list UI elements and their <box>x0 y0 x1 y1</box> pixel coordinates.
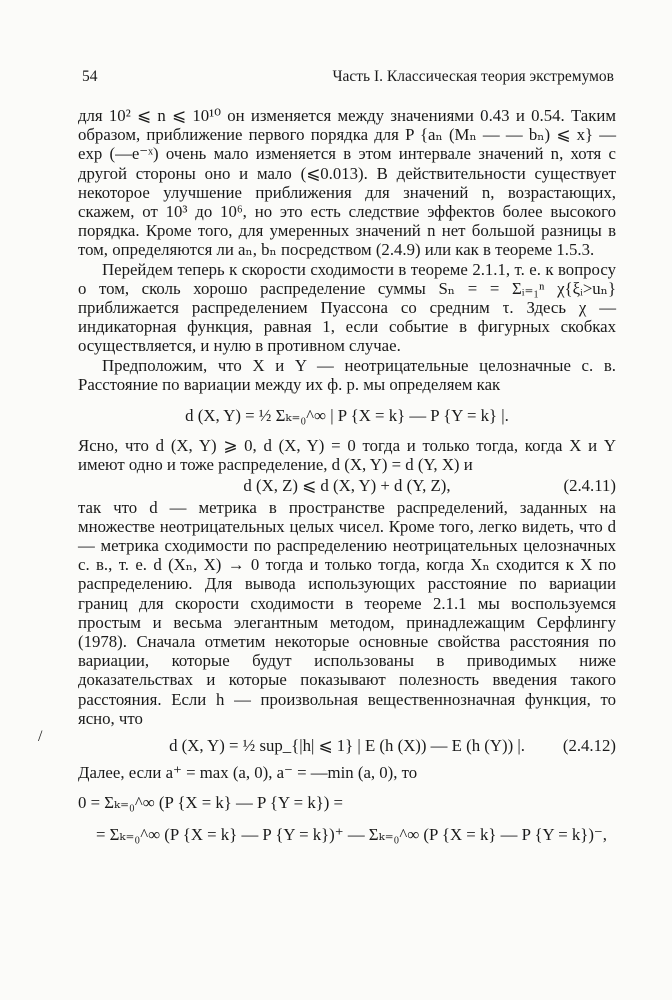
page-number: 54 <box>82 68 98 85</box>
equation-triangle-body: d (X, Z) ⩽ d (X, Y) + d (Y, Z), <box>243 476 451 496</box>
paragraph-1: для 10² ⩽ n ⩽ 10¹⁰ он изменяется между значениями 0.43 и 0.54. Таким образом, приближение первого порядка для P {aₙ (Mₙ — — bₙ) ⩽ x} — exp (—e⁻ˣ) очень мало изменяется в этом интервале значений n, хотя с другой стороны оно и мало (⩽0.013). В действительности существует некоторое улучшение приближения для значений n, возрастающих, скажем, от 10³ до 10⁶, но это есть следствие эффектов более высокого порядка. Кроме того, для умеренных значений n нет большой разницы в том, определяются ли aₙ, bₙ посредством (2.4.9) или как в теореме 1.5.3. <box>78 106 616 260</box>
paragraph-3: Предположим, что X и Y — неотрицательные целозначные с. в. Расстояние по вариации между их ф. р. мы определяем как <box>78 355 616 394</box>
equation-number-2-4-11: (2.4.11) <box>563 476 616 496</box>
running-head: Часть I. Классическая теория экстремумов <box>332 68 614 85</box>
paragraph-5: так что d — метрика в пространстве распределений, заданных на множестве неотрицательных целых чисел. Кроме того, легко видеть, что d — метрика сходимости по распределению неотрицательных целозначных с. в., т. е. d (Xₙ, X) → 0 тогда и только тогда, когда Xₙ сходится к X по распределению. Для вывода использующих расстояние по вариации границ для скорости сходимости в теореме 2.1.1 мы воспользуемся простым и весьма элегантным методом, принадлежащим Серфлингу (1978). Сначала отметим некоторые основные свойства расстояния по вариации, которые будут использованы в приводимых ниже доказательствах и которые показывают полезность введения такого расстояния. Если h — произвольная вещественнозначная функция, то ясно, что <box>78 497 616 728</box>
equation-sup-body: d (X, Y) = ½ sup_{|h| ⩽ 1} | E (h (X)) — E (h (Y)) |. <box>169 736 525 756</box>
paragraph-6: Далее, если a⁺ = max (a, 0), a⁻ = —min (a, 0), то <box>78 763 418 783</box>
paragraph-4: Ясно, что d (X, Y) ⩾ 0, d (X, Y) = 0 тогда и только тогда, когда X и Y имеют одно и тоже распределение, d (X, Y) = d (Y, X) и <box>78 436 616 475</box>
equation-zero-sum: 0 = Σₖ₌₀^∞ (P {X = k} — P {Y = k}) = <box>78 792 344 812</box>
equation-sup <box>78 736 616 755</box>
equation-distance: d (X, Y) = ½ Σₖ₌₀^∞ | P {X = k} — P {Y = k} |. <box>185 406 509 426</box>
equation-number-2-4-12: (2.4.12) <box>562 736 616 756</box>
paragraph-2: Перейдем теперь к скорости сходимости в теореме 2.1.1, т. е. к вопросу о том, сколь хорошо распределение суммы Sₙ = = Σᵢ₌₁ⁿ χ{ξᵢ>uₙ} приближается распределением Пуассона со средним τ. Здесь χ — индикаторная функция, равная 1, если событие в фигурных скобках осуществляется, и нулю в противном случае. <box>78 259 616 356</box>
body-text <box>78 106 616 853</box>
equation-triangle <box>78 476 616 495</box>
equation-split-sum: = Σₖ₌₀^∞ (P {X = k} — P {Y = k})⁺ — Σₖ₌₀^∞ (P {X = k} — P {Y = k})⁻, <box>96 824 607 844</box>
page-header <box>82 68 614 90</box>
margin-mark: / <box>38 728 43 745</box>
